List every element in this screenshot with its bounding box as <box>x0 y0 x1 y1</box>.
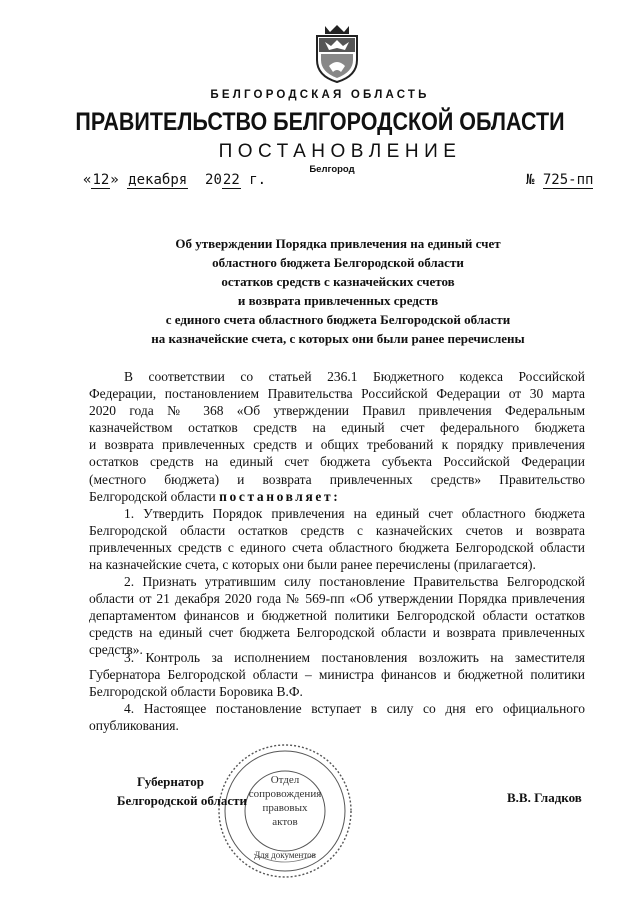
text-line: Белгородской области постановляет: <box>89 488 341 504</box>
position-line: Губернатор <box>136 774 204 789</box>
government-heading: ПРАВИТЕЛЬСТВО БЕЛГОРОДСКОЙ ОБЛАСТИ <box>75 108 565 136</box>
coat-of-arms-icon <box>311 22 363 84</box>
text-line: средств». <box>89 642 143 658</box>
document-date: «12» декабря 2022 г. <box>83 172 267 188</box>
item-1-paragraph <box>89 505 585 573</box>
official-stamp <box>216 742 354 880</box>
text-line: на казначейские счета, с которых они были ранее перечислены (прилагается). <box>89 557 536 573</box>
text-line: казначейством остатков средств на единый счет федерального бюджета <box>89 420 585 436</box>
region-heading: БЕЛГОРОДСКАЯ ОБЛАСТЬ <box>210 89 430 101</box>
text-line: 4. Настоящее постановление вступает в силу со дня его официального <box>124 701 585 716</box>
preamble-paragraph <box>89 368 585 505</box>
text-line: 2020 года № 368 «Об утверждении Правил привлечения Федеральным <box>89 403 585 419</box>
position-line: Белгородской области <box>116 793 247 808</box>
text-line: и возврата привлеченных средств и общих требований к порядку привлечения <box>89 437 585 453</box>
text-line: Белгородской области Боровика В.Ф. <box>89 684 303 700</box>
date-year: 22 <box>222 172 240 188</box>
text-line: остатков средств на единый счет бюджета субъекта Российской Федерации <box>89 454 585 470</box>
date-day: 12 <box>92 172 110 188</box>
stamp-text-line: сопровождения <box>248 788 322 800</box>
text-line: 3. Контроль за исполнением постановления возложить на заместителя <box>124 650 585 665</box>
signatory-name: В.В. Гладков <box>507 790 582 805</box>
stamp-bottom-text: Для документов <box>254 850 316 860</box>
text-line: 1. Утвердить Порядок привлечения на единый счет областного бюджета <box>124 506 585 521</box>
item-2-paragraph <box>89 573 585 658</box>
stamp-text-line: актов <box>272 816 298 828</box>
document-number: № 725-пп <box>526 172 594 188</box>
document-title <box>110 234 566 348</box>
text-line: области от 21 декабря 2020 года № 569-пп «Об утверждении Порядка привлечения <box>89 591 585 607</box>
city-label: Белгород <box>309 164 355 175</box>
text-line: Федерации, постановлением Правительства Российской Федерации от 30 марта <box>89 386 585 402</box>
text-line: привлеченных средств с единого счета областного бюджета Белгородской области <box>89 540 585 556</box>
title-line: Об утверждении Порядка привлечения на единый счет <box>175 236 501 251</box>
title-line: и возврата привлеченных средств <box>237 293 439 308</box>
number-value: 725-пп <box>542 172 594 188</box>
text-line: Губернатора Белгородской области – министра финансов и бюджетной политики <box>89 667 585 683</box>
text-line: департаментом финансов и бюджетной политики Белгородской области остатков <box>89 608 585 624</box>
document-type: ПОСТАНОВЛЕНИЕ <box>218 141 462 162</box>
item-3-paragraph <box>89 649 585 700</box>
stamp-text-line: правовых <box>262 802 308 814</box>
text-line: средств на единый счет бюджета Белгородской области и возврата привлеченных <box>89 625 585 641</box>
item-4-paragraph <box>89 700 585 734</box>
text-line: (местного бюджета) и возврата привлеченных средств» Правительство <box>89 471 585 487</box>
text-line: В соответствии со статьей 236.1 Бюджетного кодекса Российской <box>124 369 585 384</box>
title-line: на казначейские счета, с которых они были ранее перечислены <box>151 331 525 346</box>
title-line: с единого счета областного бюджета Белгородской области <box>165 312 511 327</box>
resolves-word: постановляет: <box>219 488 341 504</box>
stamp-text-line: Отдел <box>270 774 300 786</box>
title-line: остатков средств с казначейских счетов <box>221 274 455 289</box>
date-month: декабря <box>128 172 188 188</box>
signatory-position <box>89 772 249 810</box>
text-line: 2. Признать утратившим силу постановление Правительства Белгородской <box>124 574 585 589</box>
text-line: опубликования. <box>89 718 179 734</box>
text-line: Белгородской области остатков средств с казначейских счетов и возврата <box>89 523 585 539</box>
title-line: областного бюджета Белгородской области <box>212 255 464 270</box>
